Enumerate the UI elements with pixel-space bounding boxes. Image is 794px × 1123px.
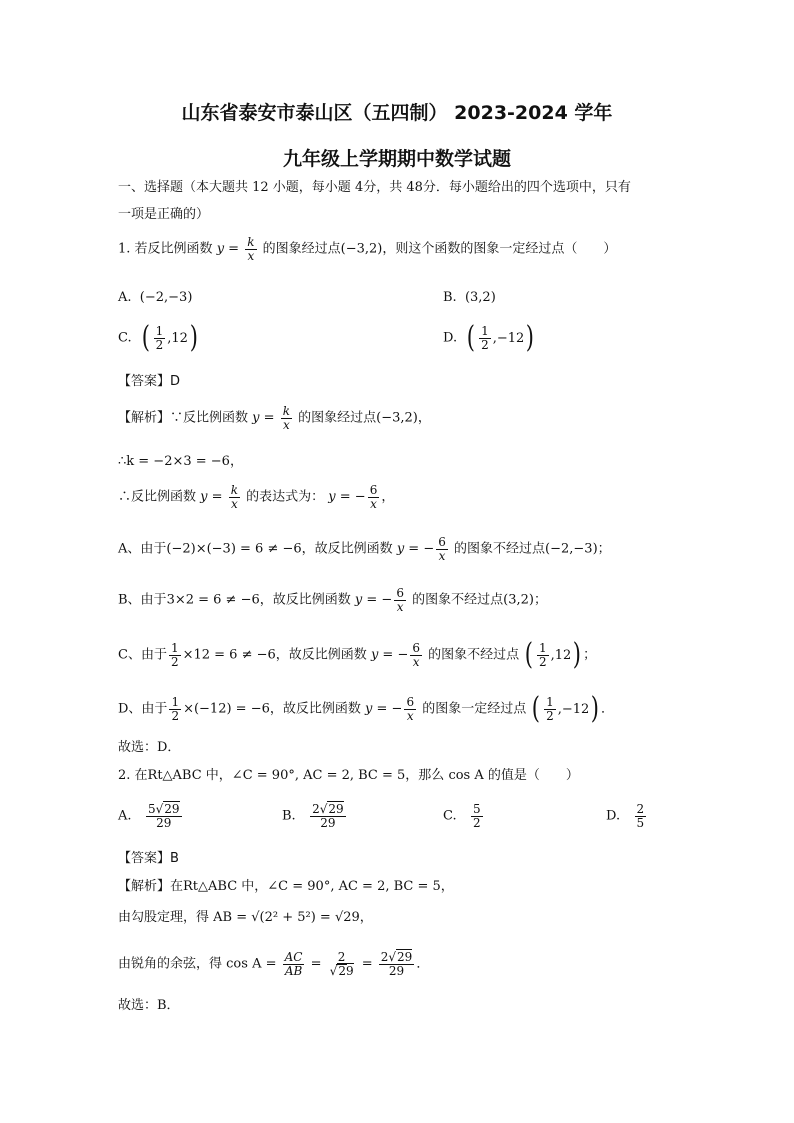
document-title-line-2: 九年级上学期期中数学试题 xyxy=(282,148,511,170)
q2-answer: 【答案】B xyxy=(118,851,179,866)
q2-option-b: B. $\frac{2√29}{29}$ xyxy=(282,802,344,830)
q1-option-c: C. ( 1 2 ,12 ) xyxy=(118,320,198,355)
q1-option-a: A. (−2,−3) xyxy=(118,290,193,305)
question-1-stem: 1. 若反比例函数 y = $\frac{k}{x}$ 的图象经过点(−3,2)，则这个函数的图象一定经过点（ ） xyxy=(118,235,617,263)
document-title-line-1: 山东省泰安市泰山区（五四制） 2023-2024 学年 xyxy=(181,102,613,124)
q1-explanation-line-1: 【解析】∵反比例函数 y = $\frac{k}{x}$ 的图象经过点(−3,2)， xyxy=(118,404,431,432)
q1-option-b: B. (3,2) xyxy=(443,290,496,305)
q1-option-d: D. ( 1 2 ,−12 ) xyxy=(443,320,535,355)
q1-answer: 【答案】D xyxy=(118,374,181,389)
q1-explanation-a: A、由于(−2)×(−3) = 6 ≠ −6，故反比例函数 y = − $\frac{6}{x}$ 的图象不经过点(−2,−3)； xyxy=(118,535,611,563)
q1-explanation-line-3: ∴反比例函数 y = $\frac{k}{x}$ 的表达式为： y = − $\frac{6}{x}$ ， xyxy=(118,483,395,511)
q2-explanation-line-3: 由锐角的余弦，得 cos A = $\frac{AC}{AB}$ = $\frac{2}{√29}$ = $\frac{2√29}{29}$ ． xyxy=(118,950,430,978)
section-heading-cont: 一项是正确的） xyxy=(118,207,210,222)
section-heading: 一、选择题（本大题共 12 小题，每小题 4分，共 48分．每小题给出的四个选项中，只有 xyxy=(118,180,631,195)
q2-option-a: A. $\frac{5√29}{29}$ xyxy=(118,802,180,830)
q1-explanation-line-2: ∴k = −2×3 = −6， xyxy=(118,454,243,469)
q2-explanation-line-2: 由勾股定理，得 AB = √(2² + 5²) = √29， xyxy=(118,910,373,925)
q2-option-d: D. $\frac{2}{5}$ xyxy=(606,802,645,830)
q1-explanation-b: B、由于3×2 = 6 ≠ −6，故反比例函数 y = − $\frac{6}{x}$ 的图象不经过点(3,2)； xyxy=(118,586,547,614)
question-2-stem: 2. 在Rt△ABC 中，∠C = 90°, AC = 2, BC = 5，那么 cos A 的值是（ ） xyxy=(118,768,579,783)
q2-option-c: C. $\frac{5}{2}$ xyxy=(443,802,481,830)
q1-explanation-d: D、由于 $\frac{1}{2}$ ×(−12) = −6，故反比例函数 y = − $\frac{6}{x}$ 的图象一定经过点 ( 1 2 ,−12 ) ． xyxy=(118,691,615,726)
q2-conclusion: 故选：B． xyxy=(118,998,180,1013)
q2-explanation-line-1: 【解析】在Rt△ABC 中，∠C = 90°, AC = 2, BC = 5， xyxy=(118,879,454,894)
q1-explanation-c: C、由于 $\frac{1}{2}$ ×12 = 6 ≠ −6，故反比例函数 y = − $\frac{6}{x}$ 的图象不经过点 ( 1 2 ,12 ) ； xyxy=(118,637,597,672)
q1-conclusion: 故选：D． xyxy=(118,740,181,755)
